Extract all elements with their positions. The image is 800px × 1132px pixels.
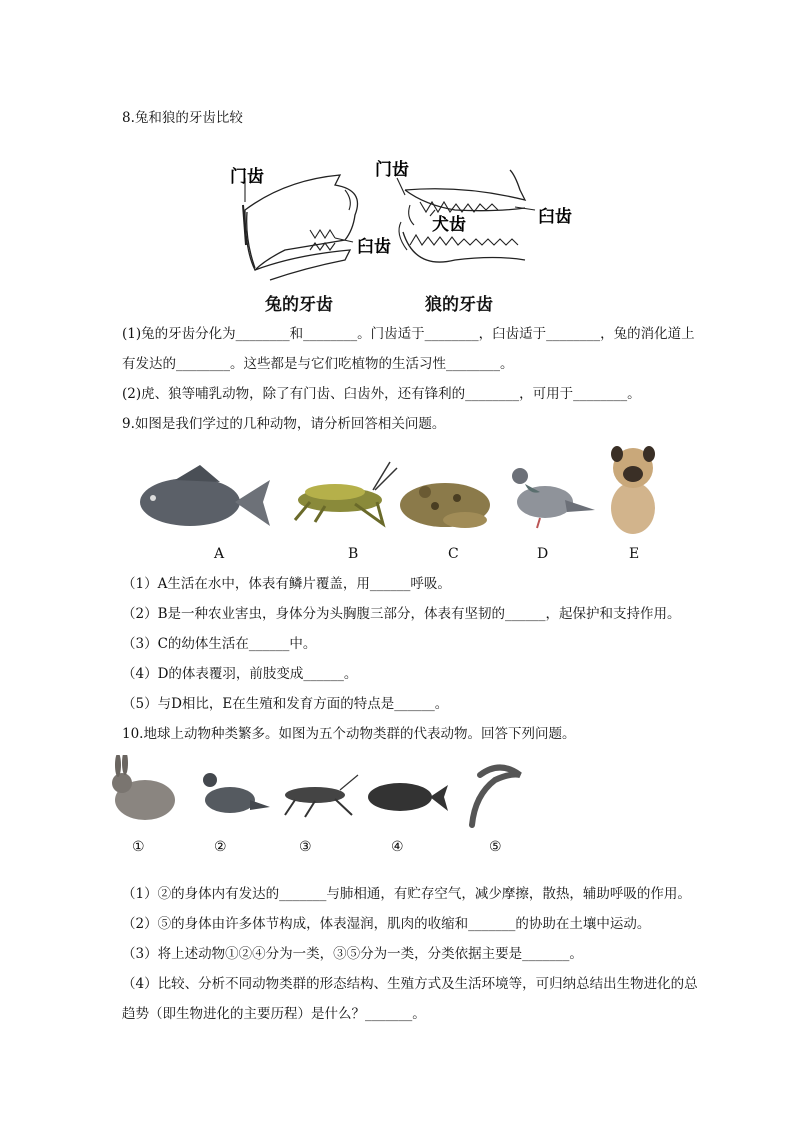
q10-item-3: （3）将上述动物①②④分为一类，③⑤分为一类，分类依据主要是_______。: [122, 946, 583, 962]
q9-item-1: （1）A生活在水中，体表有鳞片覆盖，用______呼吸。: [122, 576, 451, 592]
animal-group-photos: [100, 755, 540, 830]
label-e: E: [629, 546, 640, 562]
fish-image: [140, 465, 270, 526]
label-b: B: [348, 546, 359, 562]
pigeon-image: [512, 468, 595, 528]
frog-image: [400, 483, 490, 528]
q9-item-4: （4）D的体表覆羽，前肢变成______。: [122, 666, 358, 682]
pigeon-small-image: [203, 773, 270, 813]
q10-item-4b: 趋势（即生物进化的主要历程）是什么？_______。: [122, 1006, 426, 1022]
q10-title: 10.地球上动物种类繁多。如图为五个动物类群的代表动物。回答下列问题。: [122, 726, 576, 742]
wolf-molar-label: 臼齿: [538, 207, 572, 227]
teeth-figure: [225, 150, 585, 315]
grasshopper-image: [295, 462, 397, 524]
rabbit-caption: 兔的牙齿: [265, 295, 333, 315]
pug-image: [611, 446, 655, 534]
animals-figure-q9: [135, 440, 675, 570]
label-d: D: [537, 546, 549, 562]
earthworm-image: [472, 768, 520, 826]
q9-item-3: （3）C的幼体生活在______中。: [122, 636, 317, 652]
wolf-caption: 狼的牙齿: [425, 295, 493, 315]
label-c: C: [448, 546, 459, 562]
q8-title: 8.兔和狼的牙齿比较: [122, 110, 243, 126]
q8-part2: (2)虎、狼等哺乳动物，除了有门齿、臼齿外，还有锋利的________，可用于________。: [122, 386, 641, 402]
grasshopper-small-image: [285, 775, 358, 817]
q9-title: 9.如图是我们学过的几种动物，请分析回答相关问题。: [122, 416, 446, 432]
label-5: ⑤: [489, 839, 502, 855]
label-a: A: [214, 546, 225, 562]
rabbit-image: [112, 755, 175, 820]
q8-part1-line1: (1)兔的牙齿分化为________和________。门齿适于________，臼齿适于________，兔的消化道上: [122, 326, 695, 342]
label-2: ②: [214, 839, 227, 855]
wolf-incisor-label: 门齿: [375, 160, 409, 180]
q8-part1-line2: 有发达的________。这些都是与它们吃植物的生活习性________。: [122, 356, 514, 372]
wolf-canine-label: 犬齿: [432, 215, 466, 235]
fish-small-image: [368, 783, 448, 811]
q10-item-1: （1）②的身体内有发达的_______与肺相通，有贮存空气，减少摩擦，散热，辅助呼吸的作用。: [122, 886, 691, 902]
q9-item-2: （2）B是一种农业害虫，身体分为头胸腹三部分，体表有坚韧的______，起保护和支持作用。: [122, 606, 681, 622]
label-1: ①: [132, 839, 145, 855]
label-3: ③: [299, 839, 312, 855]
rabbit-incisor-label: 门齿: [230, 167, 264, 187]
label-4: ④: [391, 839, 404, 855]
q10-item-4a: （4）比较、分析不同动物类群的形态结构、生殖方式及生活环境等，可归纳总结出生物进化的总: [122, 976, 698, 992]
animals-photos: [135, 440, 675, 540]
q10-item-2: （2）⑤的身体由许多体节构成，体表湿润，肌肉的收缩和_______的协助在土壤中运动。: [122, 916, 651, 932]
rabbit-molar-label: 臼齿: [357, 237, 391, 257]
animals-figure-q10: [100, 755, 540, 860]
q9-item-5: （5）与D相比，E在生殖和发育方面的特点是______。: [122, 696, 449, 712]
